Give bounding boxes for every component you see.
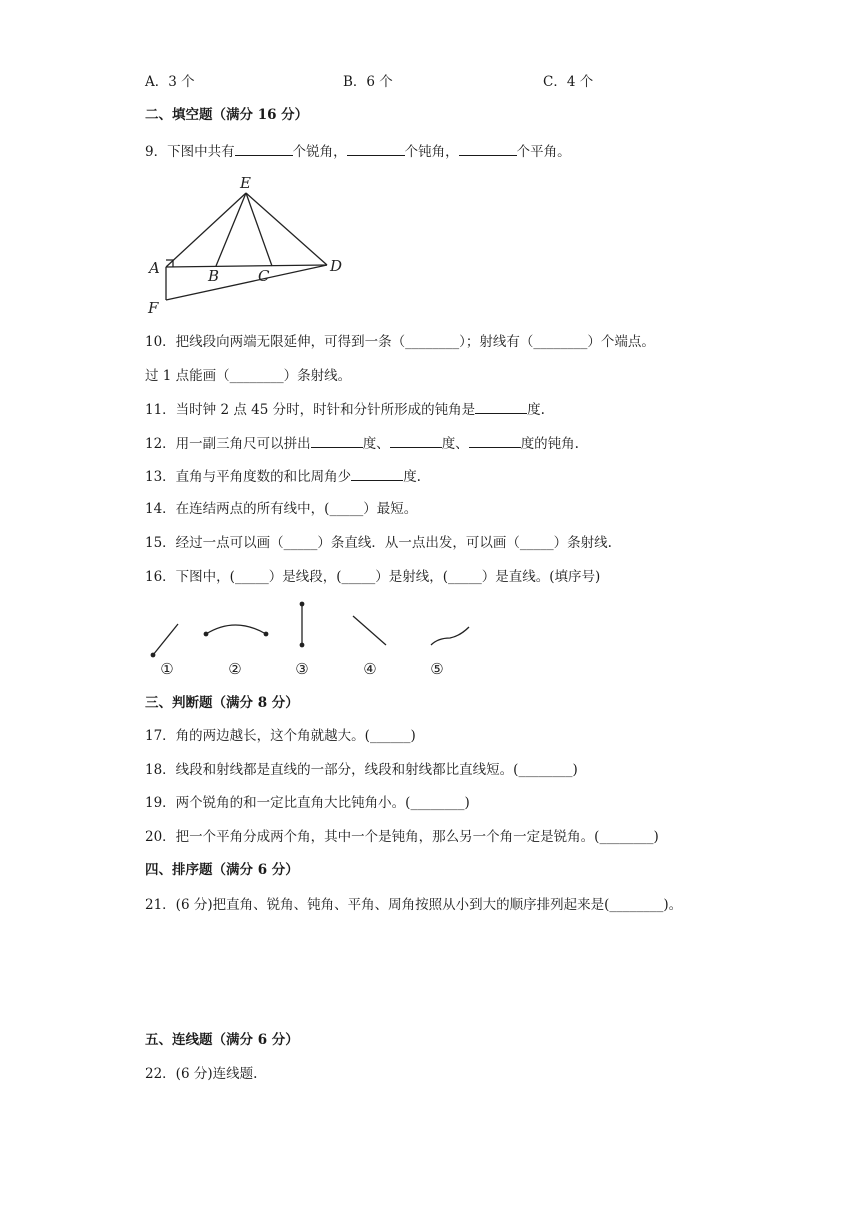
figure-1-ray (153, 624, 178, 655)
section-heading-fill-in: 二、填空题（满分 16 分） (145, 107, 309, 123)
label-A: A (149, 259, 160, 277)
option-b: B．6 个 (343, 74, 393, 90)
q9-prefix: 9．下图中共有 (145, 144, 235, 160)
label-F: F (148, 299, 159, 317)
answer-blank (459, 141, 517, 156)
figure-label-2: ② (228, 660, 242, 678)
angle-figure (140, 170, 360, 320)
figure-3-endpoint (300, 643, 305, 648)
question-16: 16．下图中，(_____）是线段，(_____）是射线，(_____）是直线。(填序号) (145, 569, 601, 585)
answer-blank (351, 466, 403, 481)
option-a: A．3 个 (145, 74, 195, 90)
figure-2-endpoint (204, 632, 209, 637)
figure-label-1: ① (160, 660, 174, 678)
question-19: 19．两个锐角的和一定比直角大比钝角小。(________) (145, 795, 470, 811)
q12-sep2: 度、 (441, 436, 469, 452)
section-heading-matching: 五、连线题（满分 6 分） (145, 1032, 299, 1048)
label-B: B (208, 267, 220, 285)
figure-label-3: ③ (295, 660, 309, 678)
q11-suffix: 度. (527, 402, 545, 418)
q9-suffix: 个平角。 (516, 144, 571, 160)
segment-FD (166, 265, 327, 300)
q9-mid2: 个钝角， (404, 144, 459, 160)
question-22: 22．(6 分)连线题. (145, 1066, 258, 1082)
section-heading-ordering: 四、排序题（满分 6 分） (145, 862, 299, 878)
answer-blank (469, 433, 521, 448)
question-20: 20．把一个平角分成两个角，其中一个是钝角，那么另一个角一定是锐角。(________) (145, 829, 659, 845)
question-10-line-1: 10．把线段向两端无限延伸，可得到一条（________）；射线有（________）个端点。 (145, 334, 655, 350)
option-c: C．4 个 (543, 74, 594, 90)
question-18: 18．线段和射线都是直线的一部分，线段和射线都比直线短。(________) (145, 762, 578, 778)
segment-AE (166, 193, 246, 267)
answer-blank (390, 433, 442, 448)
label-E: E (240, 174, 251, 192)
segment-EB (216, 193, 246, 266)
answer-blank (475, 399, 527, 414)
answer-blank (235, 141, 293, 156)
section-heading-judgement: 三、判断题（满分 8 分） (145, 695, 299, 711)
q12-suffix: 度的钝角. (520, 436, 579, 452)
q13-suffix: 度. (403, 469, 421, 485)
question-21: 21．(6 分)把直角、锐角、钝角、平角、周角按照从小到大的顺序排列起来是(________)。 (145, 897, 683, 913)
q12-prefix: 12．用一副三角尺可以拼出 (145, 436, 311, 452)
question-9 (145, 141, 571, 162)
question-12 (145, 433, 579, 454)
segment-AD (166, 265, 327, 267)
q12-sep1: 度、 (362, 436, 390, 452)
answer-blank (311, 433, 363, 448)
figure-5-curve (431, 627, 469, 645)
q11-prefix: 11．当时钟 2 点 45 分时，时针和分针所形成的钝角是 (145, 402, 476, 418)
figure-label-5: ⑤ (430, 660, 444, 678)
question-17: 17．角的两边越长，这个角就越大。(______) (145, 728, 416, 744)
answer-blank (347, 141, 405, 156)
figure-label-4: ④ (363, 660, 377, 678)
figure-2-endpoint (264, 632, 269, 637)
q9-mid1: 个锐角， (292, 144, 347, 160)
figure-1-endpoint (151, 653, 156, 658)
line-types-figure (140, 598, 480, 682)
figure-3-endpoint (300, 602, 305, 607)
figure-2-curve (206, 625, 266, 634)
question-14: 14．在连结两点的所有线中，(_____）最短。 (145, 501, 418, 517)
question-11 (145, 399, 545, 420)
question-15: 15．经过一点可以画（_____）条直线．从一点出发，可以画（_____）条射线. (145, 535, 612, 551)
figure-4-line (353, 616, 386, 645)
question-13 (145, 466, 421, 487)
q13-prefix: 13．直角与平角度数的和比周角少 (145, 469, 352, 485)
label-D: D (330, 257, 343, 275)
question-10-line-2: 过 1 点能画（________）条射线。 (145, 368, 352, 384)
label-C: C (258, 267, 270, 285)
